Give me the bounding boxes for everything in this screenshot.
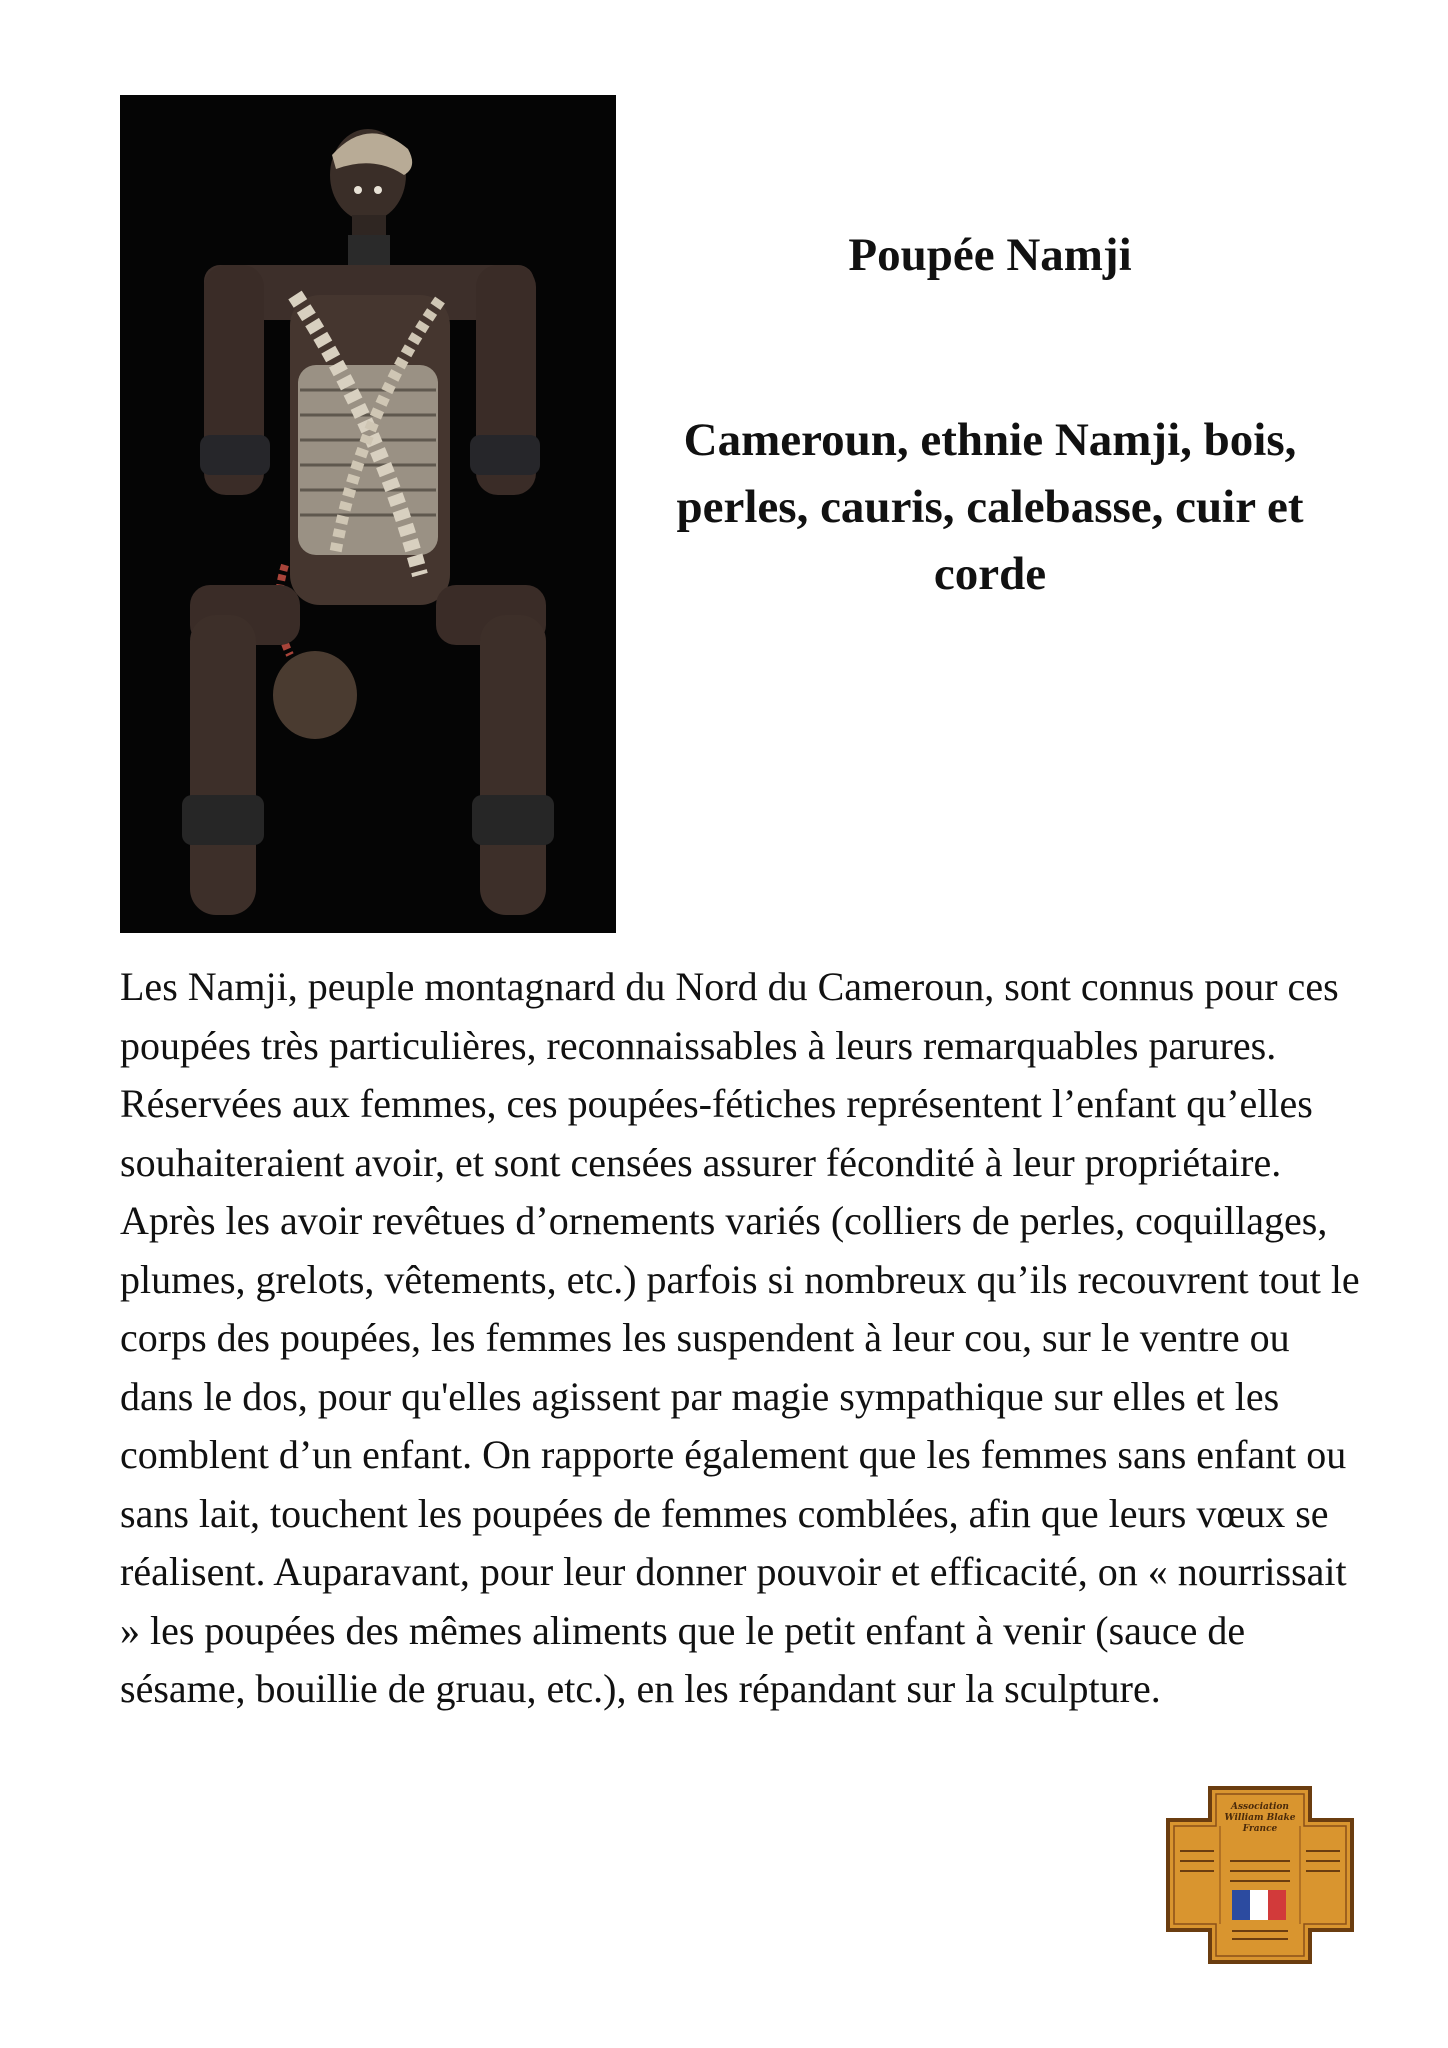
page-title: Poupée Namji [848, 229, 1132, 281]
page-subtitle: Cameroun, ethnie Namji, bois, perles, cauris, calebasse, cuir et corde [676, 414, 1304, 600]
seal-text: Association William Blake France [1224, 1802, 1296, 1834]
association-seal-stamp [1160, 1780, 1360, 1970]
description-paragraph: Les Namji, peuple montagnard du Nord du Cameroun, sont connus pour ces poupées très particulières, reconnaissables à leurs remarquables parures. Réservées aux femmes, ces poupées-fétiches représentent l’enfant qu’elles souhaiteraient avoir, et sont censées assurer fécondité à leur propriétaire. Après les avoir revêtues d’ornements variés (colliers de perles, coquillages, plumes, grelots, vêtements, etc.) parfois si nombreux qu’ils recouvrent tout le corps des poupées, les femmes les suspendent à leur cou, sur le ventre ou dans le dos, pour qu'elles agissent par magie sympathique sur elles et les comblent d’un enfant. On rapporte également que les femmes sans enfant ou sans lait, touchent les poupées de femmes comblées, afin que leurs vœux se réalisent. Auparavant, pour leur donner pouvoir et efficacité, on « nourrissait » les poupées des mêmes aliments que le petit enfant à venir (sauce de sésame, bouillie de gruau, etc.), en les répandant sur la sculpture. [120, 964, 1360, 1711]
namji-doll-photo [120, 95, 616, 933]
